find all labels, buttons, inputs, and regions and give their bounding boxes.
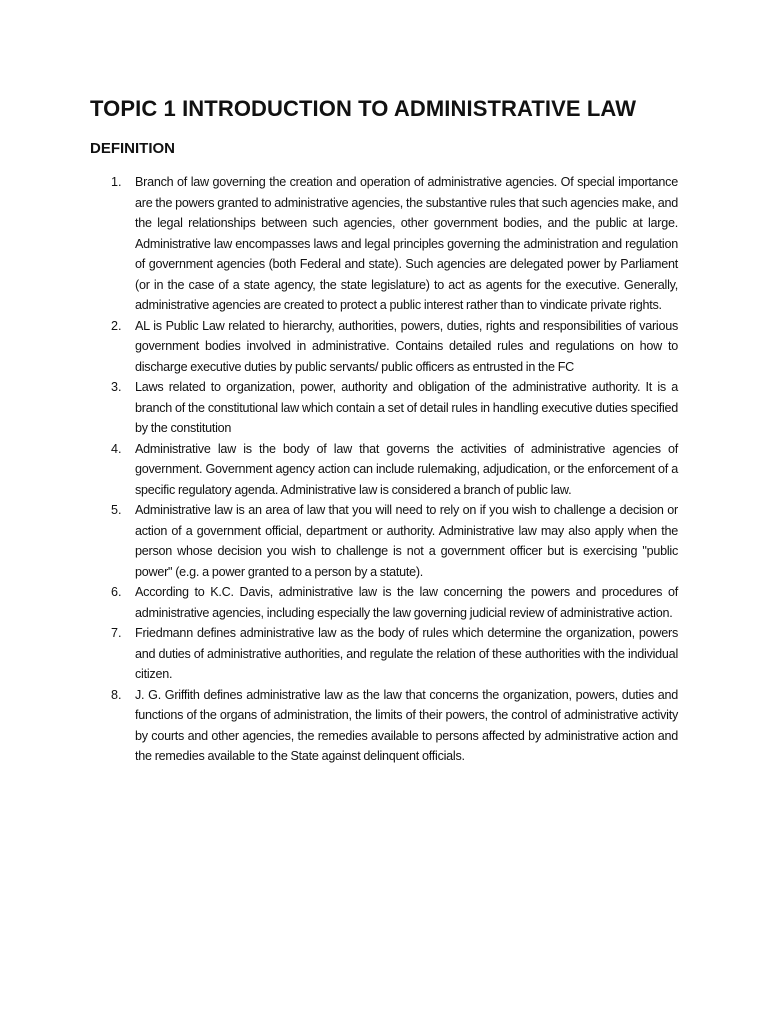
definition-item <box>0 685 678 767</box>
definition-text: J. G. Griffith defines administrative law as the law that concerns the organization, powers, duties and functions of the organs of administration, the limits of their powers, the control of administrative activity by courts and other agencies, the remedies available to persons affected by administrative action and the remedies available to the State against delinquent officials. <box>135 687 678 763</box>
definition-item <box>0 316 678 378</box>
definition-number: 5. <box>111 503 122 517</box>
definition-item <box>0 439 678 501</box>
definition-text: AL is Public Law related to hierarchy, authorities, powers, duties, rights and responsibilities of various government bodies involved in administrative. Contains detailed rules and regulations on how to discharge executive duties by public servants/ public officers as entrusted in the FC <box>135 318 678 374</box>
definition-text: Friedmann defines administrative law as the body of rules which determine the organization, powers and duties of administrative authorities, and regulate the relation of these authorities with the individual citizen. <box>135 626 678 681</box>
definition-number: 3. <box>111 380 122 394</box>
definition-number: 1. <box>111 175 122 189</box>
definition-number: 2. <box>111 318 122 333</box>
definition-item <box>0 623 678 685</box>
definition-number: 7. <box>111 626 122 640</box>
definition-item <box>0 500 678 582</box>
definition-text: Branch of law governing the creation and operation of administrative agencies. Of special importance are the powers granted to administrative agencies, the substantive rules that such agencies make, and the legal relationships between such agencies, other government bodies, and the public at large. Administrative law encompasses laws and legal principles governing the administration and regulation of government agencies (both Federal and state). Such agencies are delegated power by Parliament (or in the case of a state agency, the state legislature) to act as agents for the executive. Generally, administrative agencies are created to protect a public interest rather than to vindicate private rights. <box>135 175 678 312</box>
definition-item <box>0 582 678 623</box>
document-title: TOPIC 1 INTRODUCTION TO ADMINISTRATIVE LAW <box>90 96 637 121</box>
definition-text: According to K.C. Davis, administrative law is the law concerning the powers and procedures of administrative agencies, including especially the law governing judicial review of administrative action. <box>135 585 678 620</box>
definition-text: Laws related to organization, power, authority and obligation of the administrative authority. It is a branch of the constitutional law which contain a set of detail rules in handling executive duties specified by the constitution <box>135 380 678 435</box>
definition-text: Administrative law is the body of law that governs the activities of administrative agencies of government. Government agency action can include rulemaking, adjudication, or the enforcement of a specific regulatory agenda. Administrative law is considered a branch of public law. <box>135 441 678 497</box>
definition-item <box>0 172 678 316</box>
definition-item <box>0 377 678 439</box>
definition-number: 6. <box>111 585 122 599</box>
definition-text: Administrative law is an area of law that you will need to rely on if you wish to challenge a decision or action of a government official, department or authority. Administrative law may also apply when the person whose decision you wish to challenge is not a government officer but is exercising "public power" (e.g. a power granted to a person by a statute). <box>135 503 678 579</box>
definition-list <box>0 172 768 767</box>
definition-number: 4. <box>111 441 122 456</box>
section-heading-definition: DEFINITION <box>90 140 175 157</box>
definition-number: 8. <box>111 687 122 702</box>
